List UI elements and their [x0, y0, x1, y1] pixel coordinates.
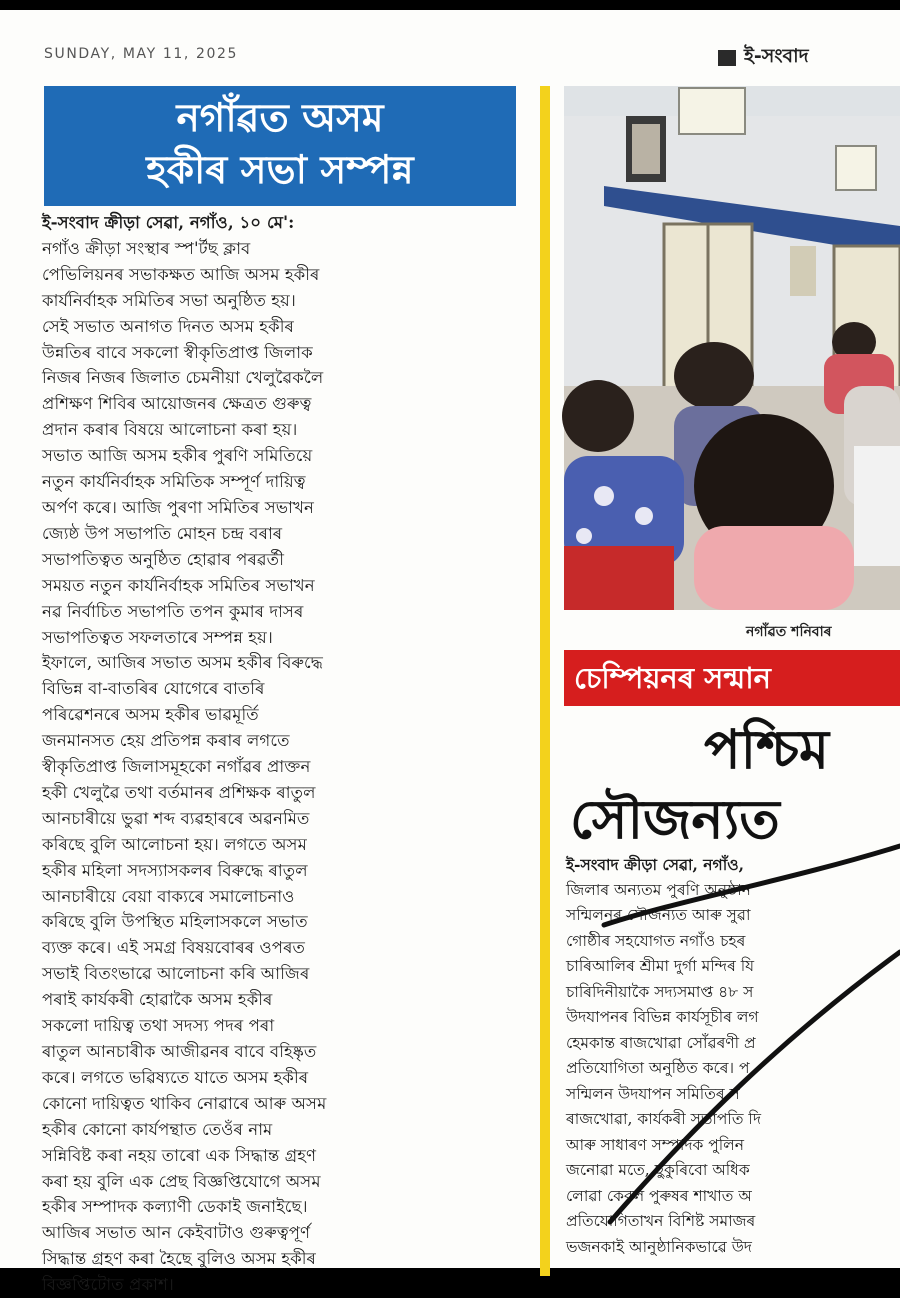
left-headline-line2: হকীৰ সভা সম্পন্ন: [146, 147, 414, 193]
photo-caption: নগাঁৱত শনিবাৰ: [746, 624, 832, 640]
text-line: সন্মিলন উদযাপন সমিতিৰ স: [566, 1084, 740, 1103]
text-line: পৰাই কাৰ্যকৰী হোৱাকৈ অসম হকীৰ: [42, 989, 273, 1010]
text-line: সেই সভাত অনাগত দিনত অসম হকীৰ: [42, 315, 294, 336]
text-line: কৰিছে বুলি উপস্থিত মহিলাসকলে সভাত: [42, 911, 308, 932]
text-line: আনচাৰীয়ে ভুৱা শব্দ ব্যৱহাৰৰে অৱনমিত: [42, 807, 310, 828]
issue-date: SUNDAY, MAY 11, 2025: [44, 46, 238, 62]
text-line: সভাপতিত্বত সফলতাৰে সম্পন্ন হয়।: [42, 626, 273, 647]
right-byline: ই-সংবাদ ক্ৰীড়া সেৱা, নগাঁও,: [566, 855, 745, 874]
text-line: আৰু সাধাৰণ সম্পাদক পুলিন: [566, 1135, 744, 1154]
text-line: হকীৰ মহিলা সদস্যাসকলৰ বিৰুদ্ধে ৰাতুল: [42, 859, 308, 880]
brand-name: ই-সংবাদ: [744, 45, 809, 67]
text-line: স্বীকৃতিপ্ৰাপ্ত জিলাসমূহকো নগাঁৱৰ প্ৰাক্তন: [42, 756, 311, 777]
text-line: কৰা হয় বুলি এক প্ৰেছ বিজ্ঞপ্তিযোগে অসম: [42, 1170, 321, 1191]
text-line: নগাঁও ক্ৰীড়া সংস্থাৰ স্প'ৰ্টছ ক্লাব: [42, 237, 251, 258]
text-line: নিজৰ নিজৰ জিলাত চেমনীয়া খেলুৱৈকলৈ: [42, 367, 324, 388]
text-line: ইফালে, আজিৰ সভাত অসম হকীৰ বিৰুদ্ধে: [42, 652, 323, 673]
left-headline-line1: নগাঁৱত অসম: [176, 95, 384, 141]
text-line: ৰাজখোৱা, কাৰ্যকৰী সভাপতি দি: [566, 1110, 761, 1128]
text-line: পৰিৱেশনৰে অসম হকীৰ ভাৱমূৰ্তি: [42, 704, 259, 725]
text-line: ভজনকাই আনুষ্ঠানিকভাৱে উদ: [566, 1237, 752, 1256]
text-line: প্ৰতিযোগিতা অনুষ্ঠিত কৰে। প: [566, 1059, 750, 1077]
text-line: প্ৰশিক্ষণ শিবিৰ আয়োজনৰ ক্ষেত্ৰত গুৰুত্ব: [42, 393, 312, 414]
text-line: সকলো দায়িত্ব তথা সদস্য পদৰ পৰা: [42, 1015, 275, 1036]
text-line: পেভিলিয়নৰ সভাকক্ষত আজি অসম হকীৰ: [42, 263, 320, 284]
text-line: সময়ত নতুন কাৰ্যনিৰ্বাহক সমিতিৰ সভাখন: [42, 574, 315, 595]
text-line: সভাত আজি অসম হকীৰ পুৰণি সমিতিয়ে: [42, 445, 313, 466]
text-line: হকীৰ কোনো কাৰ্যপন্থাত তেওঁৰ নাম: [42, 1118, 273, 1139]
text-line: আনচাৰীয়ে বেয়া বাক্যৰে সমালোচনাও: [42, 885, 295, 906]
text-line: সন্মিলনৰ সৌজন্যত আৰু সুৱা: [566, 906, 751, 924]
text-line: বিজ্ঞপ্তিটোত প্ৰকাশ।: [42, 1274, 174, 1295]
text-line: জিলাৰ অন্যতম পুৰণি অনুষ্ঠান: [566, 880, 751, 899]
text-line: কাৰ্যনিৰ্বাহক সমিতিৰ সভা অনুষ্ঠিত হয়।: [42, 289, 296, 310]
text-line: জনোৱা মতে, ছুকুৰিবো অধিক: [566, 1161, 750, 1179]
text-line: গোষ্ঠীৰ সহযোগত নগাঁও চহৰ: [566, 931, 746, 950]
text-line: অৰ্পণ কৰে। আজি পুৰণা সমিতিৰ সভাখন: [42, 496, 314, 517]
text-line: সিদ্ধান্ত গ্ৰহণ কৰা হৈছে বুলিও অসম হকীৰ: [42, 1248, 316, 1269]
banner-headline: চেম্পিয়নৰ সন্মান: [564, 650, 900, 706]
text-line: আজিৰ সভাত আন কেইবাটাও গুৰুত্বপূৰ্ণ: [42, 1222, 311, 1243]
text-line: প্ৰতিযোগিতাখন বিশিষ্ট সমাজৰ: [566, 1212, 756, 1230]
text-line: উদযাপনৰ বিভিন্ন কাৰ্যসূচীৰ লগ: [566, 1008, 759, 1026]
text-line: জনমানসত হেয় প্ৰতিপন্ন কৰাৰ লগতে: [42, 730, 290, 751]
text-line: হকীৰ সম্পাদক কল্যাণী ডেকাই জনাইছে।: [42, 1196, 308, 1217]
text-line: নতুন কাৰ্যনিৰ্বাহক সমিতিক সম্পূৰ্ণ দায়িত্ব: [42, 471, 306, 492]
text-line: সন্নিবিষ্ট কৰা নহয় তাৰো এক সিদ্ধান্ত গ্ৰহণ: [42, 1144, 317, 1165]
text-line: ব্যক্ত কৰে। এই সমগ্ৰ বিষয়বোৰৰ ওপৰত: [42, 937, 306, 958]
text-line: হেমকান্ত ৰাজখোৱা সোঁৱৰণী প্ৰ: [566, 1033, 756, 1052]
text-line: জ্যেষ্ঠ উপ সভাপতি মোহন চন্দ্ৰ বৰাৰ: [42, 522, 283, 543]
left-byline: ই-সংবাদ ক্ৰীড়া সেৱা, নগাঁও, ১০ মে':: [42, 212, 295, 232]
text-line: হকী খেলুৱৈ তথা বৰ্তমানৰ প্ৰশিক্ষক ৰাতুল: [42, 781, 316, 802]
right-headline-line2: সৌজন্যত: [570, 787, 780, 851]
text-line: লোৱা কেবল পুৰুষৰ শাখাত অ: [566, 1186, 752, 1205]
newspaper-page: [0, 10, 900, 1295]
text-line: সভাই বিতংভাৱে আলোচনা কৰি আজিৰ: [42, 963, 310, 984]
text-line: চাৰিদিনীয়াকৈ সদ্যসমাপ্ত ৪৮ স: [566, 982, 754, 1001]
text-line: প্ৰদান কৰাৰ বিষয়ে আলোচনা কৰা হয়।: [42, 419, 298, 440]
text-line: সভাপতিত্বত অনুষ্ঠিত হোৱাৰ পৰৱৰ্তী: [42, 548, 284, 569]
text-line: বিভিন্ন বা-বাতৰিৰ যোগেৰে বাতৰি: [42, 678, 265, 699]
text-line: ৰাতুল আনচাৰীক আজীৱনৰ বাবে বহিষ্কৃত: [42, 1041, 317, 1061]
text-line: কৰিছে বুলি আলোচনা হয়। লগতে অসম: [42, 833, 307, 854]
right-headline-line1: পশ্চিম: [704, 717, 829, 781]
text-line: কোনো দায়িত্বত থাকিব নোৱাৰে আৰু অসম: [42, 1092, 327, 1113]
pen-strikethrough-marks: [0, 10, 900, 1268]
text-line: নৱ নিৰ্বাচিত সভাপতি তপন কুমাৰ দাসৰ: [42, 600, 304, 621]
text-line: উন্নতিৰ বাবে সকলো স্বীকৃতিপ্ৰাপ্ত জিলাক: [42, 341, 313, 362]
text-line: কৰে। লগতে ভৱিষ্যতে যাতে অসম হকীৰ: [42, 1066, 309, 1087]
text-line: চাৰিআলিৰ শ্ৰীমা দুৰ্গা মন্দিৰ যি: [566, 957, 755, 975]
